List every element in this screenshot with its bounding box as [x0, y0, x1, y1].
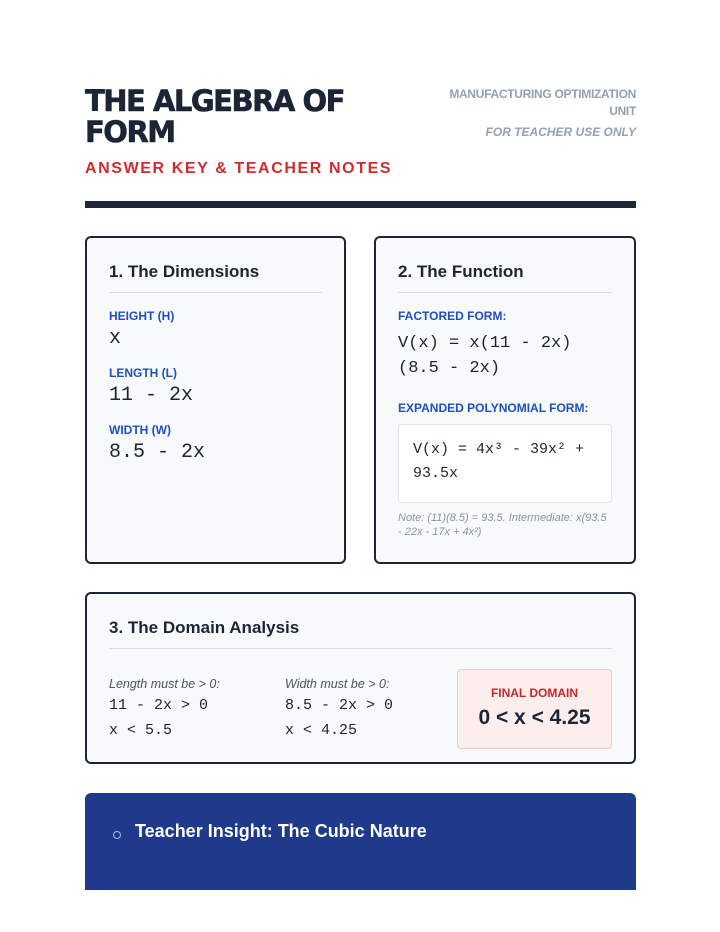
width-caption: Width must be > 0:	[285, 677, 390, 691]
function-note: Note: (11)(8.5) = 93.5. Intermediate: x(93.5 - 22x - 17x + 4x²)	[398, 512, 607, 538]
dimensions-card	[85, 236, 346, 564]
function-card	[374, 236, 636, 564]
circle-bullet-icon	[113, 831, 121, 839]
height-label: HEIGHT (H)	[109, 309, 175, 323]
width-inequality: 8.5 - 2x > 0	[285, 697, 394, 714]
length-value: 11 - 2x	[109, 384, 194, 407]
teacher-insight-banner	[85, 793, 636, 890]
expanded-form-box: V(x) = 4x³ - 39x² + 93.5x	[398, 424, 612, 503]
insight-title: Teacher Insight: The Cubic Nature	[135, 821, 427, 841]
domain-title: 3. The Domain Analysis	[109, 618, 612, 649]
width-condition	[285, 677, 393, 739]
width-value: 8.5 - 2x	[109, 441, 206, 464]
domain-card	[85, 592, 636, 764]
length-label: LENGTH (L)	[109, 366, 177, 380]
length-caption: Length must be > 0:	[109, 677, 220, 691]
final-domain-box	[457, 669, 612, 749]
unit-label: MANUFACTURING OPTIMIZATION UNIT	[449, 87, 636, 118]
factored-form-label: FACTORED FORM:	[398, 309, 507, 323]
page-subtitle: ANSWER KEY & TEACHER NOTES	[85, 160, 393, 177]
final-domain-label: FINAL DOMAIN	[490, 686, 579, 700]
teacher-only-label: FOR TEACHER USE ONLY	[485, 125, 636, 139]
length-condition	[109, 677, 220, 739]
final-domain-value: 0 < x < 4.25	[478, 706, 591, 729]
page-title: THE ALGEBRA OF FORM	[85, 84, 344, 149]
dimensions-title: 1. The Dimensions	[109, 262, 322, 293]
document-header	[85, 86, 636, 181]
width-label: WIDTH (W)	[109, 423, 171, 437]
length-result: x < 5.5	[109, 722, 173, 739]
header-divider	[85, 201, 636, 208]
length-inequality: 11 - 2x > 0	[109, 697, 209, 714]
function-title: 2. The Function	[398, 262, 612, 293]
expanded-form-label: EXPANDED POLYNOMIAL FORM:	[398, 401, 589, 415]
height-value: x	[109, 327, 122, 350]
width-result: x < 4.25	[285, 722, 358, 739]
domain-content	[109, 649, 612, 749]
factored-form-value: V(x) = x(11 - 2x)(8.5 - 2x)	[398, 334, 572, 378]
